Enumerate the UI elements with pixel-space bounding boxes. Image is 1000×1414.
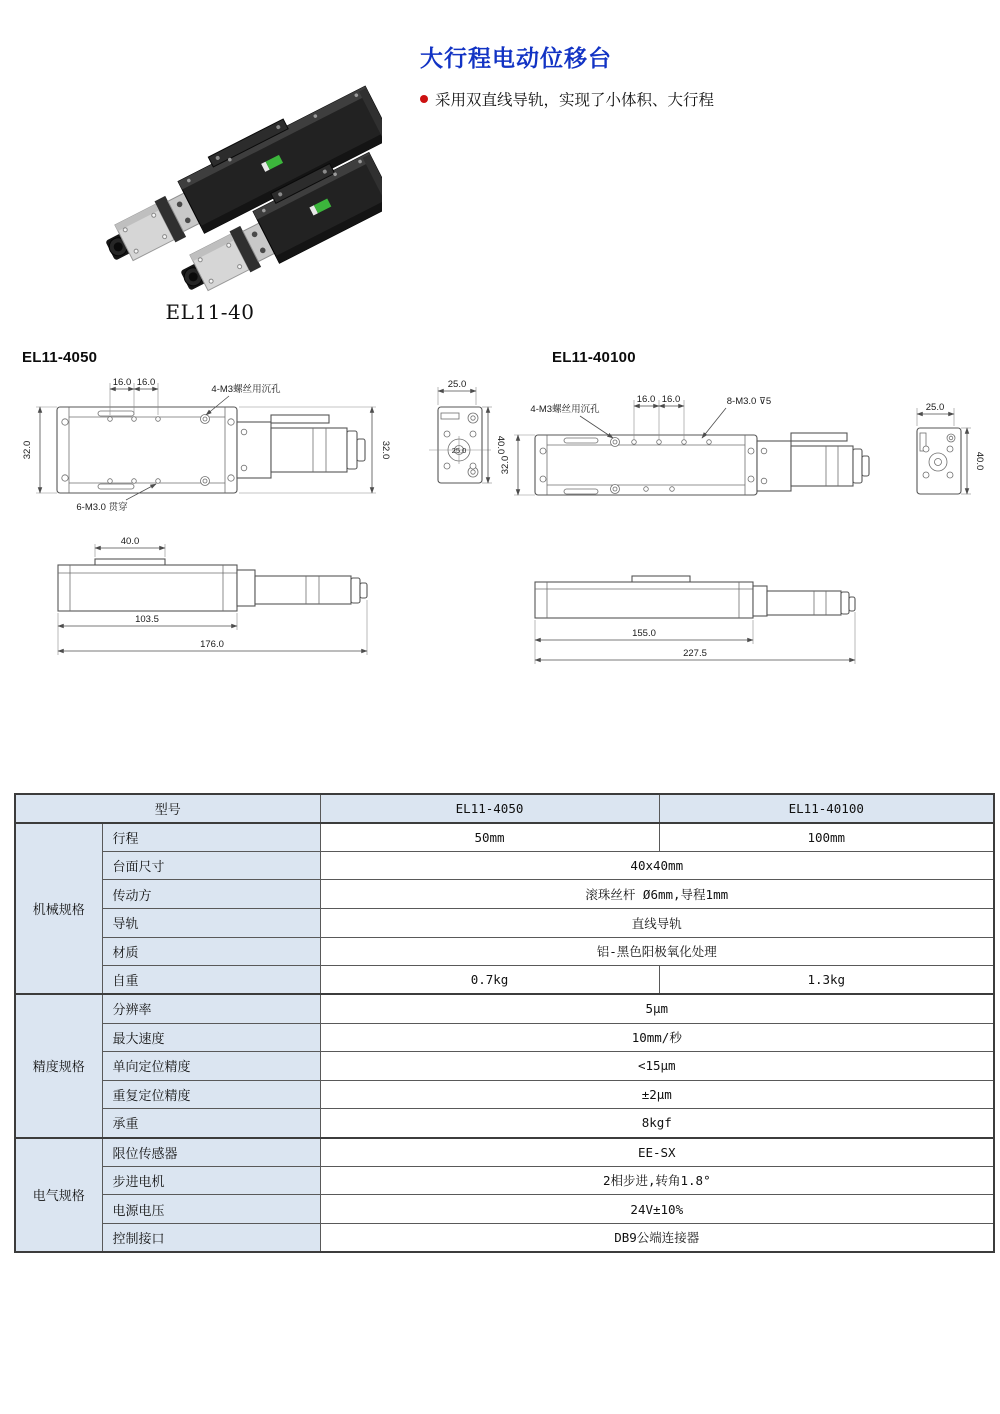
spec-value: DB9公端连接器 <box>320 1223 994 1252</box>
dim-total-length-40100: 227.5 <box>683 648 707 659</box>
header-model-label: 型号 <box>15 794 320 823</box>
table-row <box>15 1195 994 1224</box>
table-row <box>15 1080 994 1109</box>
table-row <box>15 851 994 880</box>
dim-body-length-4050: 103.5 <box>135 614 159 625</box>
table-row <box>15 1138 994 1167</box>
spec-param: 自重 <box>102 966 320 995</box>
spec-param: 限位传感器 <box>102 1138 320 1167</box>
product-photo <box>32 36 382 298</box>
dim-height-right-4050: 32.0 <box>380 440 391 460</box>
spec-value: <15μm <box>320 1052 994 1081</box>
technical-drawings <box>14 372 994 672</box>
table-header-row <box>15 794 994 823</box>
dim-table-length: 40.0 <box>120 536 140 547</box>
spec-param: 最大速度 <box>102 1023 320 1052</box>
note-counterbore-40100: 4-M3螺丝用沉孔 <box>530 404 600 415</box>
dim-16-a-40100: 16.0 <box>636 394 656 405</box>
dim-16-b: 16.0 <box>136 377 156 388</box>
spec-param: 单向定位精度 <box>102 1052 320 1081</box>
spec-value: 24V±10% <box>320 1195 994 1224</box>
dim-end-width-4050: 25.0 <box>447 379 467 390</box>
spec-param: 分辨率 <box>102 994 320 1023</box>
dim-total-length-4050: 176.0 <box>200 639 224 650</box>
header-model-1: EL11-4050 <box>320 794 659 823</box>
section-electrical: 电气规格 <box>15 1138 102 1253</box>
table-row <box>15 880 994 909</box>
spec-param: 台面尺寸 <box>102 851 320 880</box>
spec-param: 导轨 <box>102 909 320 938</box>
table-row <box>15 1109 994 1138</box>
spec-value: 50mm <box>320 823 659 852</box>
note-through-holes: 6-M3.0 贯穿 <box>76 502 128 513</box>
section-mechanical: 机械规格 <box>15 823 102 995</box>
spec-value: 铝-黑色阳极氧化处理 <box>320 937 994 966</box>
el11-40100-plan-view <box>535 433 869 495</box>
el11-4050-side-view <box>58 536 367 655</box>
bullet-dot-icon <box>420 95 428 103</box>
dim-end-height-40100: 40.0 <box>974 451 985 471</box>
dim-height-left-4050: 32.0 <box>22 440 33 460</box>
spec-value: ±2μm <box>320 1080 994 1109</box>
page-title: 大行程电动位移台 <box>420 45 612 71</box>
product-name-caption: EL11-40 <box>165 300 255 324</box>
dim-end-circle: 25.0 <box>451 446 467 455</box>
spec-value: EE-SX <box>320 1138 994 1167</box>
drawing-label-el11-4050: EL11-4050 <box>22 349 98 366</box>
dim-height-left-40100: 32.0 <box>500 455 511 475</box>
table-row <box>15 937 994 966</box>
dim-end-height-4050: 40.0 <box>495 435 506 455</box>
spec-param: 传动方 <box>102 880 320 909</box>
table-row <box>15 1052 994 1081</box>
spec-value: 40x40mm <box>320 851 994 880</box>
spec-value: 0.7kg <box>320 966 659 995</box>
spec-param: 材质 <box>102 937 320 966</box>
spec-param: 步进电机 <box>102 1166 320 1195</box>
feature-bullet-text: 采用双直线导轨，实现了小体积、大行程 <box>435 91 715 109</box>
table-row <box>15 1223 994 1252</box>
spec-param: 重复定位精度 <box>102 1080 320 1109</box>
el11-4050-end-view <box>429 379 506 483</box>
spec-table <box>14 793 995 1253</box>
spec-value: 1.3kg <box>659 966 994 995</box>
spec-value: 10mm/秒 <box>320 1023 994 1052</box>
spec-value: 5μm <box>320 994 994 1023</box>
spec-param: 电源电压 <box>102 1195 320 1224</box>
spec-param: 承重 <box>102 1109 320 1138</box>
el11-4050-plan-view <box>57 407 365 493</box>
spec-value: 2相步进,转角1.8° <box>320 1166 994 1195</box>
spec-value: 8kgf <box>320 1109 994 1138</box>
dim-end-width-40100: 25.0 <box>925 402 945 413</box>
feature-bullet <box>420 88 714 110</box>
spec-value: 滚珠丝杆 Ø6mm,导程1mm <box>320 880 994 909</box>
header-model-2: EL11-40100 <box>659 794 994 823</box>
spec-value: 直线导轨 <box>320 909 994 938</box>
table-row <box>15 909 994 938</box>
table-row <box>15 966 994 995</box>
spec-value: 100mm <box>659 823 994 852</box>
dim-body-length-40100: 155.0 <box>632 628 656 639</box>
table-row <box>15 1023 994 1052</box>
dim-16-a: 16.0 <box>112 377 132 388</box>
spec-param: 行程 <box>102 823 320 852</box>
drawing-label-el11-40100: EL11-40100 <box>552 349 636 366</box>
dim-16-b-40100: 16.0 <box>661 394 681 405</box>
el11-40100-end-view <box>917 402 985 494</box>
section-precision: 精度规格 <box>15 994 102 1137</box>
note-tapped-holes: 8-M3.0 ⊽5 <box>726 396 772 407</box>
spec-param: 控制接口 <box>102 1223 320 1252</box>
table-row <box>15 823 994 852</box>
el11-40100-side-view <box>535 576 855 664</box>
table-row <box>15 994 994 1023</box>
table-row <box>15 1166 994 1195</box>
note-counterbore-4050: 4-M3螺丝用沉孔 <box>211 384 281 395</box>
